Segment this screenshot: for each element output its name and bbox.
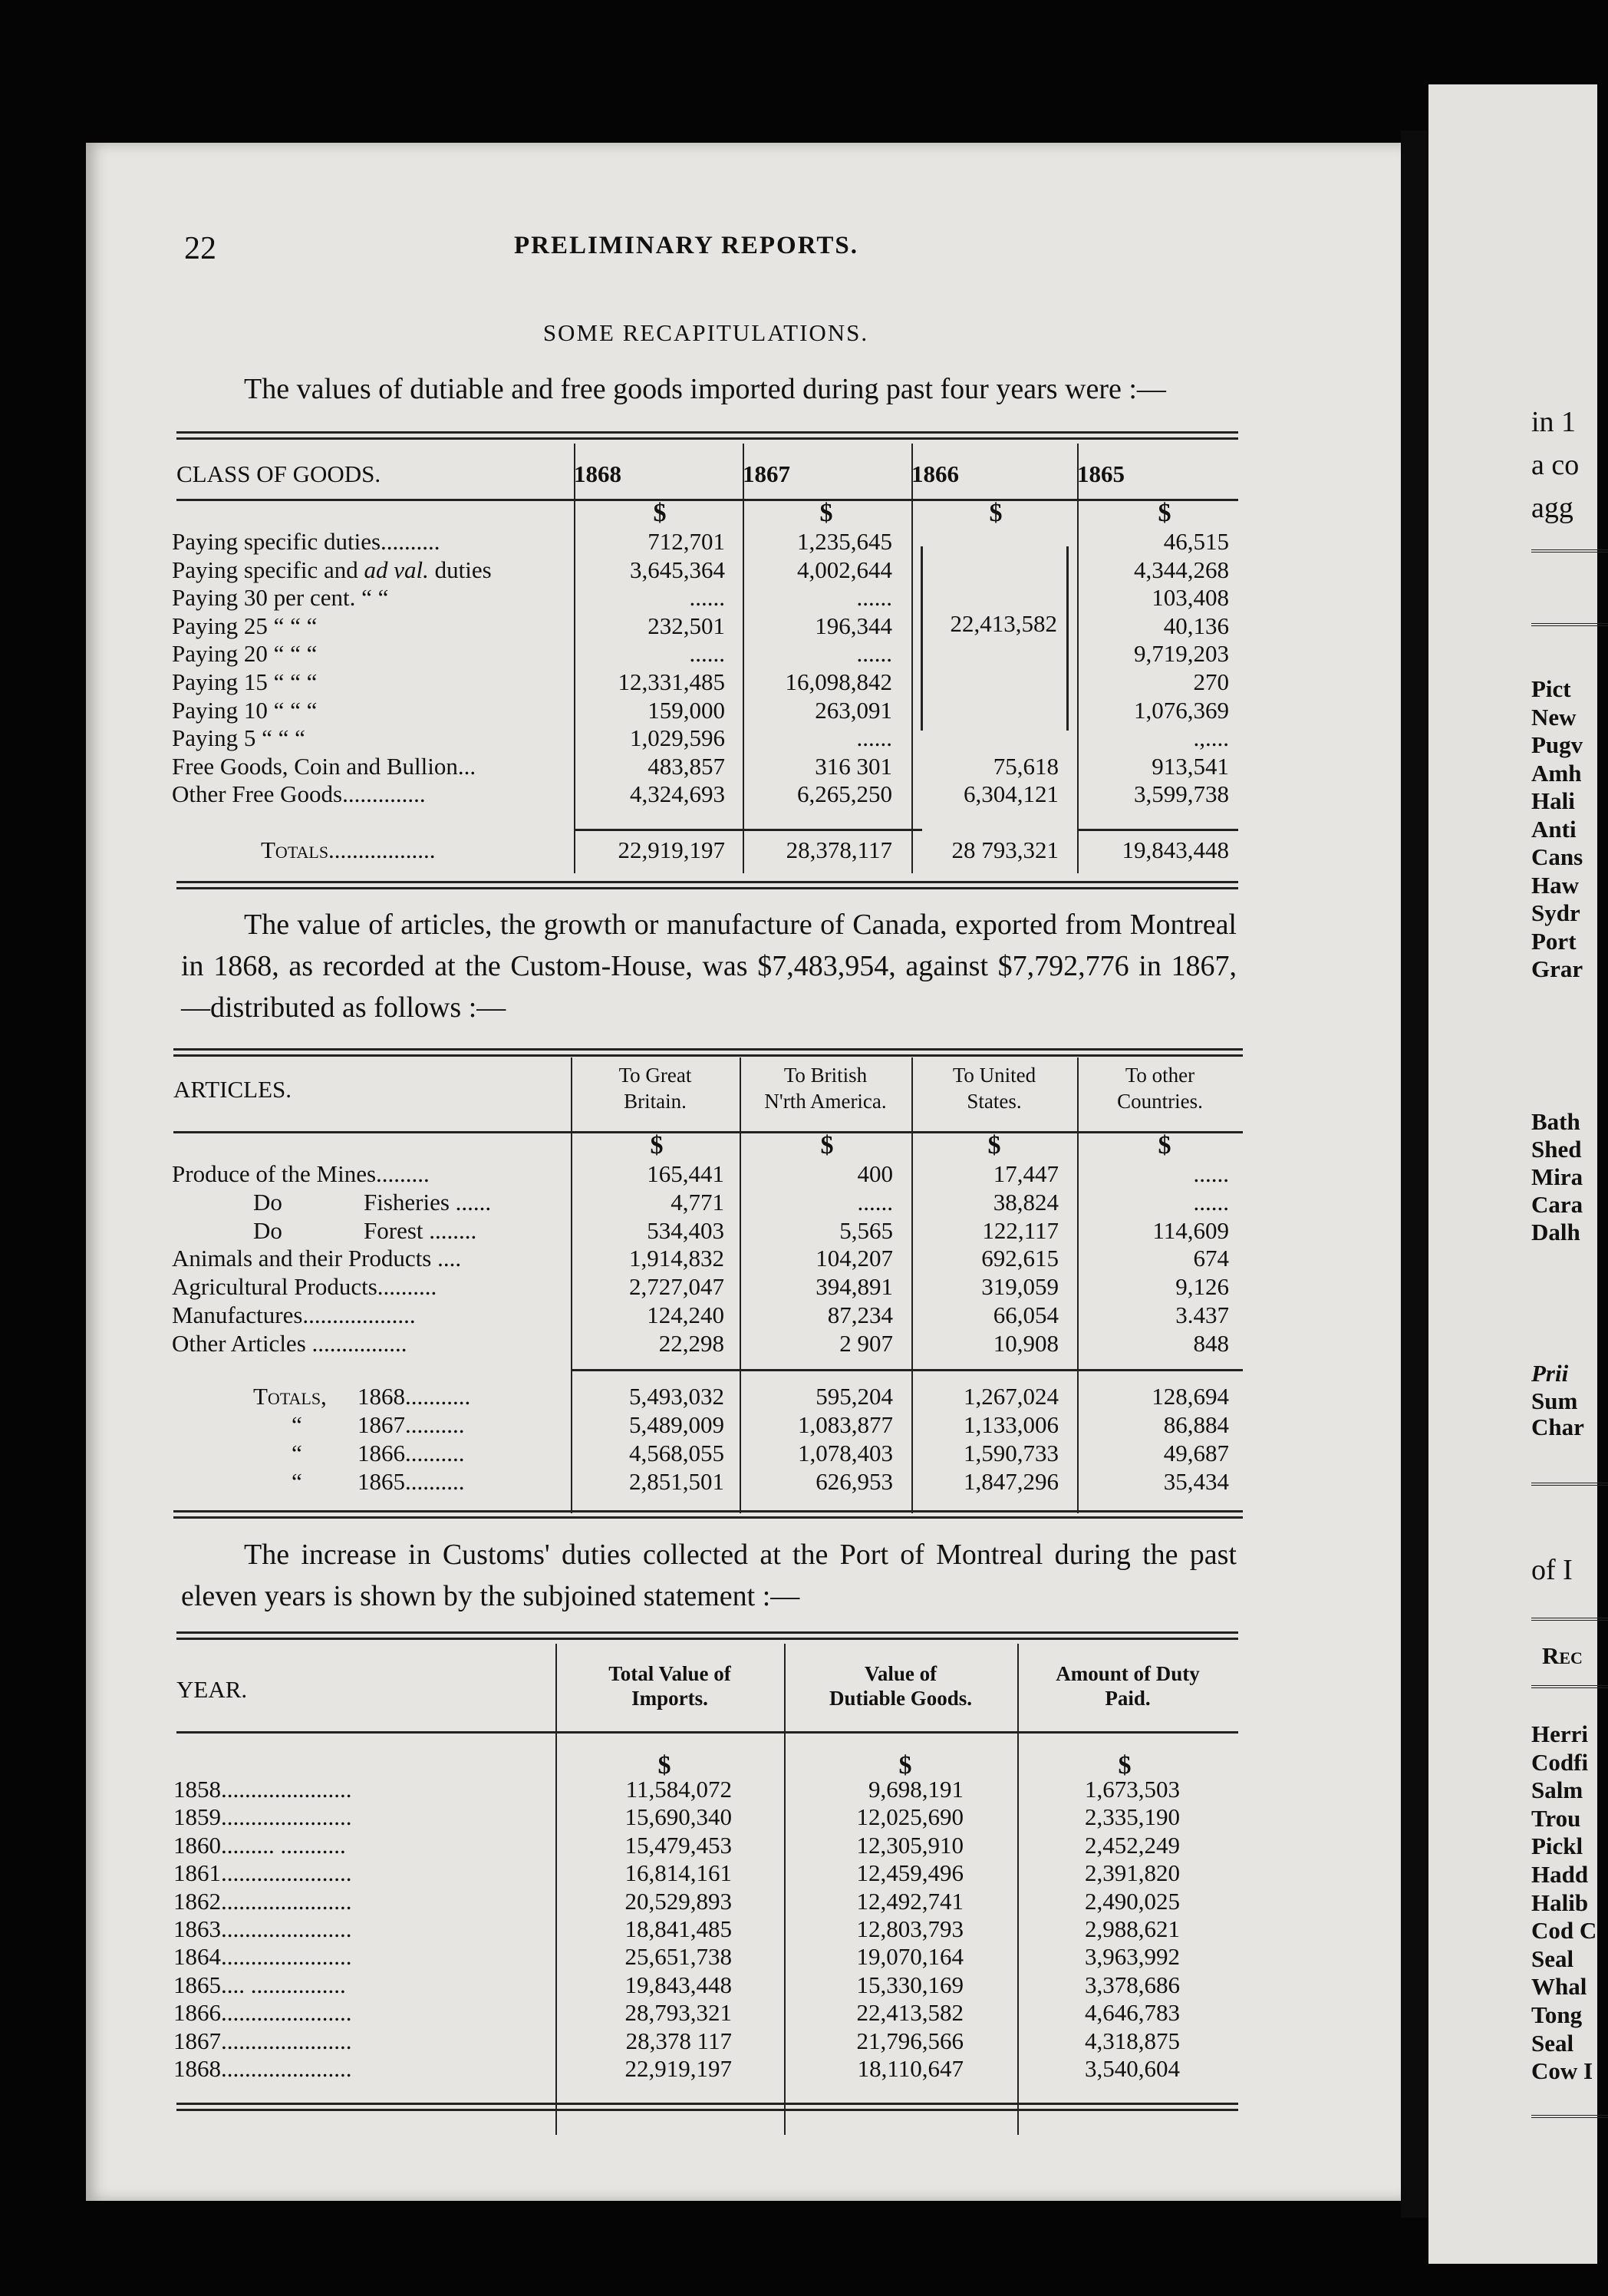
table-cell: ......	[1193, 1160, 1229, 1187]
articles-header: ARTICLES.	[173, 1076, 292, 1103]
table-cell: 1,076,369	[1134, 696, 1229, 724]
table-cell: 40,136	[1163, 612, 1229, 639]
table-cell: 114,609	[1152, 1216, 1229, 1244]
table-cell: 6,304,121	[964, 780, 1059, 808]
table-cell: 4,646,783	[1085, 1999, 1180, 2027]
column-header: Countries.	[1117, 1090, 1203, 1113]
fragment-row: Cara	[1531, 1191, 1583, 1218]
table-cell: 712,701	[647, 528, 725, 555]
totals-year: 1866..........	[358, 1440, 465, 1466]
table-cell: 124,240	[647, 1301, 724, 1328]
total-cell: 1,133,006	[964, 1411, 1059, 1438]
currency-symbol: $	[1158, 1131, 1171, 1160]
fragment-row: Whal	[1531, 1973, 1587, 2001]
total-cell: 28,378,117	[786, 836, 892, 863]
row-label: Other Articles ................	[172, 1329, 407, 1357]
table-cell: 400	[857, 1160, 893, 1187]
total-cell: 1,847,296	[964, 1468, 1059, 1495]
table-cell: 3.437	[1175, 1301, 1229, 1328]
table-cell: 534,403	[647, 1216, 724, 1244]
table-cell: 3,378,686	[1085, 1971, 1180, 1998]
table-cell: 2,490,025	[1085, 1887, 1180, 1915]
table-cell: 913,541	[1152, 752, 1229, 780]
year-label: 1860......... ...........	[173, 1831, 346, 1859]
table-cell: .,....	[1193, 724, 1229, 752]
table-cell: 15,330,169	[856, 1971, 964, 1998]
fragment-rule	[1531, 549, 1608, 553]
total-cell: 49,687	[1163, 1440, 1229, 1466]
row-label: Other Free Goods..............	[172, 780, 426, 808]
year-header: YEAR.	[176, 1676, 248, 1703]
table-cell: 3,599,738	[1134, 780, 1229, 808]
currency-symbol: $	[1158, 499, 1171, 527]
table-cell: 483,857	[647, 752, 725, 780]
table-cell: ......	[857, 1188, 893, 1216]
class-of-goods-header: CLASS OF GOODS.	[176, 460, 381, 487]
table-cell: 10,908	[993, 1329, 1059, 1357]
year-label: 1863......................	[173, 1915, 352, 1942]
table-cell: 196,344	[815, 612, 892, 639]
table-cell: 1,914,832	[629, 1245, 724, 1272]
table-cell: 394,891	[816, 1273, 893, 1301]
fragment-rule	[1531, 1685, 1608, 1688]
row-label-part: duties	[428, 556, 492, 583]
table1-bottom-rule	[176, 881, 1238, 889]
totals-rule	[572, 1369, 1243, 1371]
table-cell: 12,305,910	[856, 1831, 964, 1859]
table-cell: 15,479,453	[624, 1831, 732, 1859]
fragment-row: Sydr	[1531, 899, 1580, 926]
row-label: Agricultural Products..........	[172, 1273, 437, 1301]
year-label: 1867......................	[173, 2027, 352, 2054]
table-cell: 46,515	[1163, 528, 1229, 555]
table-cell: 4,344,268	[1134, 556, 1229, 583]
table-cell: 2 907	[839, 1329, 893, 1357]
fragment-row: Dalh	[1531, 1219, 1580, 1245]
fragment-row: Hali	[1531, 787, 1575, 814]
table-cell: 15,690,340	[624, 1803, 732, 1831]
column-header: To Great	[618, 1064, 692, 1087]
row-label: Paying 30 per cent. “ “	[172, 584, 389, 612]
currency-symbol: $	[987, 1131, 1001, 1160]
table-cell: 12,459,496	[856, 1859, 964, 1887]
totals-rule	[575, 829, 922, 831]
row-label: Fisheries ......	[364, 1188, 492, 1216]
table-cell: 674	[1193, 1245, 1229, 1272]
fragment-row: Prii	[1531, 1360, 1569, 1387]
row-label: Produce of the Mines.........	[172, 1160, 430, 1187]
exports-paragraph: The value of articles, the growth or manufacture of Canada, exported from Montreal in 1868, as recorded at the Custom-House, was $7,483,954, against $7,792,776 in 1867,—distributed as follows :—	[181, 909, 1237, 1024]
table-cell: 4,324,693	[630, 780, 725, 808]
year-label: 1865.... ................	[173, 1971, 346, 1998]
year-label: 1864......................	[173, 1943, 352, 1971]
table-cell: ......	[856, 640, 892, 668]
total-cell: 5,489,009	[629, 1411, 724, 1438]
fragment-text: agg	[1531, 492, 1573, 524]
table-cell: 316 301	[815, 752, 892, 780]
table-cell: 11,584,072	[625, 1776, 732, 1803]
column-divider	[911, 444, 913, 873]
currency-symbol: $	[989, 499, 1003, 527]
table-cell: 2,988,621	[1085, 1915, 1180, 1942]
column-header: To United	[952, 1064, 1036, 1087]
table-cell: 22,919,197	[624, 2055, 732, 2082]
table-cell: 2,452,249	[1085, 1831, 1180, 1859]
table-cell: 6,265,250	[797, 780, 892, 808]
year-label: 1859......................	[173, 1803, 352, 1831]
running-title: PRELIMINARY REPORTS.	[514, 232, 858, 259]
table-cell: 19,070,164	[856, 1943, 964, 1971]
table-cell: 692,615	[981, 1245, 1059, 1272]
fragment-row: Pict	[1531, 675, 1571, 702]
fragment-row: Rec	[1542, 1642, 1583, 1669]
year-label: 1868......................	[173, 2055, 352, 2082]
table-cell: 21,796,566	[856, 2027, 964, 2054]
table-cell: 232,501	[647, 612, 725, 639]
table-cell: 3,645,364	[630, 556, 725, 583]
table-cell: 18,841,485	[624, 1915, 732, 1942]
fragment-text: in 1	[1531, 406, 1577, 438]
table-cell: 16,098,842	[785, 668, 892, 695]
fragment-row: Pugv	[1531, 731, 1583, 758]
totals-label: “	[292, 1440, 302, 1466]
fragment-row: Shed	[1531, 1136, 1582, 1163]
currency-symbol: $	[820, 1131, 834, 1160]
row-label-italic: ad val.	[364, 556, 429, 583]
year-label: 1862......................	[173, 1887, 352, 1915]
table-cell: 9,126	[1175, 1273, 1229, 1301]
row-label: Paying 10 “ “ “	[172, 696, 318, 724]
fragment-row: Grar	[1531, 955, 1583, 982]
table-cell: 270	[1193, 668, 1229, 695]
table3-top-rule	[176, 1631, 1238, 1640]
row-label: Paying 15 “ “ “	[172, 668, 318, 695]
table-cell: 75,618	[993, 752, 1059, 780]
totals-rule	[1077, 829, 1238, 831]
table-cell: 12,803,793	[856, 1915, 964, 1942]
fragment-row: Seal	[1531, 2029, 1574, 2057]
currency-symbol: $	[653, 499, 667, 527]
table1-header-rule	[176, 499, 1238, 501]
column-header: To other	[1125, 1064, 1195, 1087]
table-cell: 1,029,596	[630, 724, 725, 752]
table-cell: 4,318,875	[1085, 2027, 1180, 2054]
table-cell: 3,963,992	[1085, 1943, 1180, 1971]
table-cell: 9,719,203	[1134, 640, 1229, 668]
table3-bottom-rule	[176, 2103, 1238, 2111]
column-header: Britain.	[624, 1090, 687, 1113]
table-cell: ......	[1193, 1188, 1229, 1216]
totals-label: “	[292, 1411, 302, 1438]
total-cell: 35,434	[1163, 1468, 1229, 1495]
fragment-row: Cow I	[1531, 2057, 1593, 2085]
column-header: To British	[783, 1064, 868, 1087]
year-header-1867: 1867	[743, 460, 790, 487]
fragment-rule	[1531, 1483, 1608, 1486]
currency-symbol: $	[1118, 1751, 1132, 1780]
table-cell: 159,000	[647, 696, 725, 724]
currency-symbol: $	[898, 1751, 912, 1780]
totals-label: Totals,	[253, 1383, 327, 1410]
fragment-row: Hadd	[1531, 1861, 1589, 1888]
table-cell: 2,391,820	[1085, 1859, 1180, 1887]
table-cell: 38,824	[993, 1188, 1059, 1216]
total-cell: 1,267,024	[964, 1383, 1059, 1410]
total-cell: 22,919,197	[618, 836, 725, 863]
fragment-row: Haw	[1531, 871, 1579, 899]
table-cell: 16,814,161	[624, 1859, 732, 1887]
table-cell: 2,335,190	[1085, 1803, 1180, 1831]
fragment-row: New	[1531, 703, 1577, 731]
table-cell: 2,727,047	[629, 1273, 724, 1301]
table-cell: 1,673,503	[1085, 1776, 1180, 1803]
total-cell: 1,078,403	[798, 1440, 893, 1466]
year-label: 1861......................	[173, 1859, 352, 1887]
row-label-ditto: Do	[253, 1188, 282, 1216]
page-number: 22	[184, 231, 216, 266]
column-header: Imports.	[631, 1687, 708, 1710]
table-cell: 122,117	[982, 1216, 1059, 1244]
fragment-text: of I	[1531, 1554, 1573, 1586]
currency-symbol: $	[650, 1131, 664, 1160]
row-label: Paying specific duties..........	[172, 528, 440, 555]
table-cell: 28,378 117	[625, 2027, 732, 2054]
total-cell: 5,493,032	[629, 1383, 724, 1410]
left-bracket	[921, 546, 931, 731]
year-header-1868: 1868	[574, 460, 621, 487]
column-header: Paid.	[1105, 1687, 1151, 1710]
fragment-row: Codfi	[1531, 1748, 1589, 1776]
total-cell: 28 793,321	[951, 836, 1059, 863]
fragment-rule	[1531, 1618, 1608, 1621]
year-label: 1858......................	[173, 1776, 352, 1803]
fragment-row: Amh	[1531, 759, 1582, 787]
table-cell: 20,529,893	[624, 1887, 732, 1915]
row-label: Paying 5 “ “ “	[172, 724, 305, 752]
table-cell: 25,651,738	[624, 1943, 732, 1971]
fragment-row: Halib	[1531, 1889, 1589, 1916]
fragment-text: a co	[1531, 449, 1580, 481]
fragment-row: Cod C	[1531, 1917, 1597, 1945]
year-header-1866: 1866	[911, 460, 959, 487]
total-cell: 86,884	[1163, 1411, 1229, 1438]
fragment-row: Salm	[1531, 1776, 1583, 1804]
row-label: Manufactures...................	[172, 1301, 416, 1328]
fragment-row: Mira	[1531, 1163, 1583, 1190]
table-cell: 4,771	[671, 1188, 724, 1216]
total-cell: 19,843,448	[1122, 836, 1229, 863]
right-bracket	[1059, 546, 1069, 731]
bracket-value: 22,413,582	[950, 610, 1057, 637]
column-header: Total Value of	[608, 1662, 731, 1685]
totals-year: 1867..........	[358, 1411, 465, 1438]
table-cell: 12,492,741	[856, 1887, 964, 1915]
table-cell: 848	[1193, 1329, 1229, 1357]
table-cell: 5,565	[839, 1216, 893, 1244]
row-label-ditto: Do	[253, 1216, 282, 1244]
fragment-row: Cans	[1531, 843, 1583, 870]
totals-year: 1865..........	[358, 1468, 465, 1495]
table-cell: 22,298	[658, 1329, 724, 1357]
table-cell: 319,059	[981, 1273, 1059, 1301]
column-header: States.	[967, 1090, 1022, 1113]
table-cell: 19,843,448	[624, 1971, 732, 1998]
fragment-row: Sum	[1531, 1387, 1578, 1414]
table2-bottom-rule	[173, 1510, 1243, 1519]
table-cell: 263,091	[815, 696, 892, 724]
table-cell: 1,235,645	[797, 528, 892, 555]
fragment-row: Seal	[1531, 1945, 1574, 1972]
table-cell: 9,698,191	[868, 1776, 964, 1803]
table-cell: 103,408	[1152, 584, 1229, 612]
table-cell: 3,540,604	[1085, 2055, 1180, 2082]
row-label: Paying 20 “ “ “	[172, 640, 318, 668]
table-cell: 17,447	[993, 1160, 1059, 1187]
column-header: Value of	[864, 1662, 937, 1685]
right-page-fragment	[1428, 84, 1597, 2264]
fragment-row: Bath	[1531, 1108, 1580, 1135]
table2-top-rule	[173, 1048, 1243, 1057]
totals-label: “	[292, 1468, 302, 1495]
total-cell: 1,590,733	[964, 1440, 1059, 1466]
table-cell: 87,234	[827, 1301, 893, 1328]
totals-year: 1868...........	[358, 1383, 471, 1410]
fragment-row: Tong	[1531, 2001, 1583, 2028]
fragment-rule	[1531, 623, 1608, 626]
fragment-row: Trou	[1531, 1804, 1581, 1832]
year-header-1865: 1865	[1077, 460, 1125, 487]
row-label: Forest ........	[364, 1216, 477, 1244]
row-label: Animals and their Products ....	[172, 1245, 462, 1272]
total-cell: 626,953	[816, 1468, 893, 1495]
table-cell: 4,002,644	[797, 556, 892, 583]
table-cell: ......	[689, 584, 725, 612]
section-title: SOME RECAPITULATIONS.	[542, 319, 869, 346]
fragment-row: Anti	[1531, 815, 1577, 843]
column-header: Dutiable Goods.	[829, 1687, 973, 1710]
table-cell: 12,025,690	[856, 1803, 964, 1831]
table-cell: 28,793,321	[624, 1999, 732, 2027]
total-cell: 595,204	[816, 1383, 893, 1410]
duties-paragraph: The increase in Customs' duties collected at the Port of Montreal during the past eleven years is shown by the subjoined statement :—	[181, 1539, 1237, 1612]
intro-paragraph: The values of dutiable and free goods imported during past four years were :—	[244, 373, 1166, 405]
table-cell: ......	[856, 724, 892, 752]
fragment-row: Herri	[1531, 1720, 1589, 1747]
fragment-row: Port	[1531, 927, 1577, 955]
total-cell: 4,568,055	[629, 1440, 724, 1466]
total-cell: 2,851,501	[629, 1468, 724, 1495]
table3-header-rule	[176, 1731, 1238, 1734]
table-cell: 22,413,582	[856, 1999, 964, 2027]
total-cell: 1,083,877	[798, 1411, 893, 1438]
table2-header-rule	[173, 1131, 1243, 1133]
row-label: Free Goods, Coin and Bullion...	[172, 752, 476, 780]
table-cell: ......	[689, 640, 725, 668]
table-cell: 12,331,485	[618, 668, 725, 695]
table-cell: 104,207	[816, 1245, 893, 1272]
column-header: N'rth America.	[764, 1090, 887, 1113]
table-cell: 18,110,647	[857, 2055, 964, 2082]
row-label	[172, 556, 492, 584]
column-header: Amount of Duty	[1056, 1662, 1200, 1685]
currency-symbol: $	[657, 1751, 671, 1780]
currency-symbol: $	[819, 499, 833, 527]
fragment-rule	[1531, 2115, 1608, 2118]
table-cell: 165,441	[647, 1160, 724, 1187]
row-label-part: Paying specific and	[172, 556, 364, 583]
fragment-row: Pickl	[1531, 1833, 1583, 1860]
table-cell: ......	[856, 584, 892, 612]
row-label: Paying 25 “ “ “	[172, 612, 318, 639]
year-label: 1866......................	[173, 1999, 352, 2027]
fragment-row: Char	[1531, 1414, 1584, 1440]
total-cell: 128,694	[1152, 1383, 1229, 1410]
table1-top-rule	[176, 431, 1238, 440]
table-cell: 66,054	[993, 1301, 1059, 1328]
totals-label: Totals..................	[261, 836, 436, 863]
